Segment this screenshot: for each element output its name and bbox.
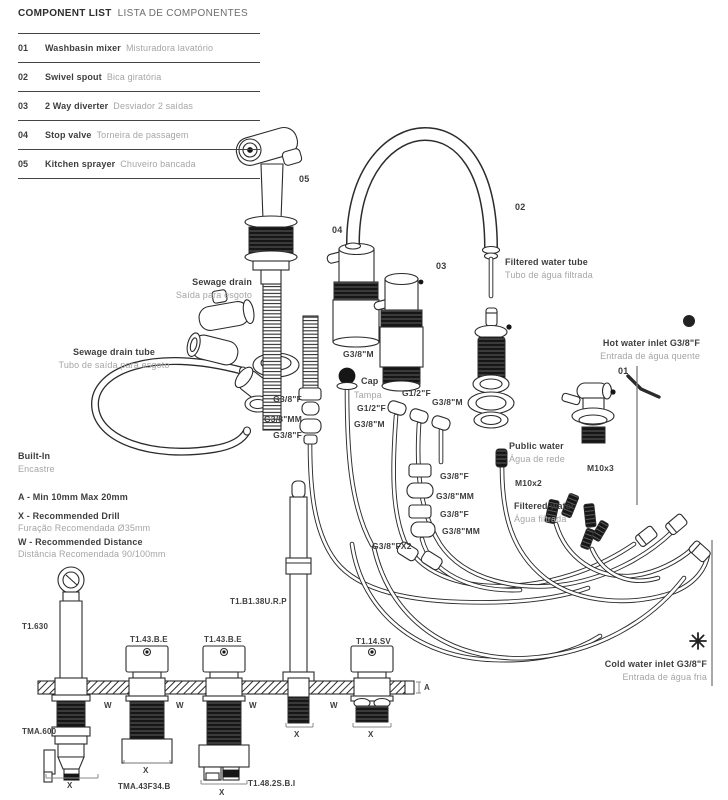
page-title bbox=[18, 8, 248, 19]
unit-t1-630 bbox=[44, 567, 98, 782]
callout-01: 01 bbox=[618, 366, 629, 376]
unit-t1-b1-38u-r-p bbox=[283, 481, 314, 727]
row-label-en: Swivel spout bbox=[45, 72, 102, 82]
label-cap-pt: Tampa bbox=[354, 390, 382, 400]
flexible-hoses bbox=[310, 389, 708, 660]
row-number: 03 bbox=[18, 101, 29, 111]
row-number: 05 bbox=[18, 159, 29, 169]
dim-w-1: W bbox=[104, 701, 112, 710]
dim-x-3: X bbox=[219, 788, 225, 797]
fitting-g38m-top: G3/8"M bbox=[343, 349, 374, 359]
fitting-g38f-3: G3/8"F bbox=[440, 471, 469, 481]
row-label-pt: Torneira de passagem bbox=[96, 130, 189, 140]
mixer-handle-01-part bbox=[561, 376, 659, 443]
row-number: 02 bbox=[18, 72, 29, 82]
row-label-en: 2 Way diverter bbox=[45, 101, 109, 111]
cold-snowflake-icon bbox=[690, 633, 706, 649]
dim-w-3: W bbox=[249, 701, 257, 710]
label-sewage-drain: Sewage drain Saída para esgoto bbox=[175, 277, 252, 300]
label-cap: Cap bbox=[361, 376, 379, 386]
label-sewage-drain-tube: Sewage drain tube Tubo de saída para esgoto bbox=[58, 347, 170, 370]
cap-part bbox=[337, 368, 357, 390]
row-label-pt: Chuveiro bancada bbox=[120, 159, 196, 169]
callout-04: 04 bbox=[332, 225, 343, 235]
part-number-t1-630: T1.630 bbox=[22, 622, 49, 631]
fitting-g38fx2: G3/8"FX2 bbox=[372, 541, 412, 551]
label-built-in: Built-In Encastre bbox=[18, 451, 55, 474]
part-number-t1-b1-38u-r-p: T1.B1.38U.R.P bbox=[230, 597, 287, 606]
row-number: 04 bbox=[18, 130, 29, 140]
title-pt: LISTA DE COMPONENTES bbox=[117, 8, 248, 19]
note-x-pt: Furação Recomendada Ø35mm bbox=[18, 523, 151, 533]
row-label-en: Stop valve bbox=[45, 130, 92, 140]
unit-tma-43f34-b bbox=[122, 646, 172, 763]
reference-marks bbox=[637, 315, 712, 686]
diverter-body-column bbox=[468, 308, 514, 428]
label-filtered-water: Filtered water Água filtrada bbox=[514, 501, 575, 524]
note-a: A - Min 10mm Max 20mm bbox=[18, 492, 128, 502]
unit-t1-48-2s-b-i bbox=[199, 646, 249, 784]
fitting-g38f-2: G3/8"F bbox=[273, 430, 302, 440]
label-filtered-water-tube: Filtered water tube Tubo de água filtrada bbox=[505, 257, 593, 280]
dim-w-2: W bbox=[176, 701, 184, 710]
fitting-g38mm-2: G3/8"MM bbox=[436, 491, 475, 501]
callout-05: 05 bbox=[299, 174, 310, 184]
allen-key bbox=[628, 376, 659, 397]
sewage-drain-tube-coil bbox=[95, 361, 251, 452]
table-row bbox=[18, 33, 260, 62]
part-number-t1-14-sv: T1.14.SV bbox=[356, 637, 391, 646]
row-label-pt: Misturadora lavatório bbox=[125, 43, 214, 53]
fitting-m10x3: M10x3 bbox=[587, 463, 614, 473]
part-number-t1-43be-left: T1.43.B.E bbox=[130, 635, 168, 644]
stop-valve-04-part bbox=[326, 244, 379, 348]
dim-x-2: X bbox=[143, 766, 149, 775]
row-label-en: Washbasin mixer bbox=[45, 43, 121, 53]
dim-x-4: X bbox=[294, 730, 300, 739]
fitting-g38mm-1: G3/8"MM bbox=[263, 414, 302, 424]
fitting-g38f-4: G3/8"F bbox=[440, 509, 469, 519]
row-label-en: Kitchen sprayer bbox=[45, 159, 116, 169]
dim-x-5: X bbox=[368, 730, 374, 739]
part-number-tma-43f34-b: TMA.43F34.B bbox=[118, 782, 171, 791]
part-number-t1-48-2s-b-i: T1.48.2S.B.I bbox=[248, 779, 296, 788]
component-list-table bbox=[18, 33, 260, 179]
dim-x-1: X bbox=[67, 781, 73, 790]
title-en: COMPONENT LIST bbox=[18, 8, 112, 19]
hot-dot-icon bbox=[683, 315, 695, 327]
unit-t1-14-sv bbox=[351, 646, 393, 727]
part-number-t1-43be-right: T1.43.B.E bbox=[204, 635, 242, 644]
part-number-tma-600: TMA.600 bbox=[22, 727, 57, 736]
row-label-pt: Bica giratória bbox=[106, 72, 162, 82]
table-row bbox=[18, 149, 260, 178]
drain-elbow-fittings bbox=[185, 285, 299, 412]
label-hot-water-inlet: Hot water inlet G3/8"F Entrada de água quente bbox=[600, 338, 700, 361]
row-label-pt: Desviador 2 saídas bbox=[113, 101, 194, 111]
label-cold-water-inlet: Cold water inlet G3/8"F Entrada de água fria bbox=[604, 659, 707, 682]
note-w-pt: Distância Recomendada 90/100mm bbox=[18, 549, 166, 559]
fitting-g12f-right: G1/2"F bbox=[402, 388, 431, 398]
fitting-g38mm-3: G3/8"MM bbox=[442, 526, 481, 536]
table-row bbox=[18, 62, 260, 91]
fitting-g38m-left: G3/8"M bbox=[354, 419, 385, 429]
callout-02: 02 bbox=[515, 202, 526, 212]
note-x-en: X - Recommended Drill bbox=[18, 511, 120, 521]
callout-03: 03 bbox=[436, 261, 447, 271]
fitting-g12f-left: G1/2"F bbox=[357, 403, 386, 413]
row-number: 01 bbox=[18, 43, 29, 53]
fitting-m10x2: M10x2 bbox=[515, 478, 542, 488]
dim-a: A bbox=[424, 683, 430, 692]
table-row bbox=[18, 91, 260, 120]
label-public-water: Public water Água de rede bbox=[509, 441, 565, 464]
fitting-g38f-1: G3/8"F bbox=[273, 394, 302, 404]
fitting-g38m-right: G3/8"M bbox=[432, 397, 463, 407]
note-w-en: W - Recommended Distance bbox=[18, 537, 143, 547]
dim-w-4: W bbox=[330, 701, 338, 710]
table-row bbox=[18, 120, 260, 149]
